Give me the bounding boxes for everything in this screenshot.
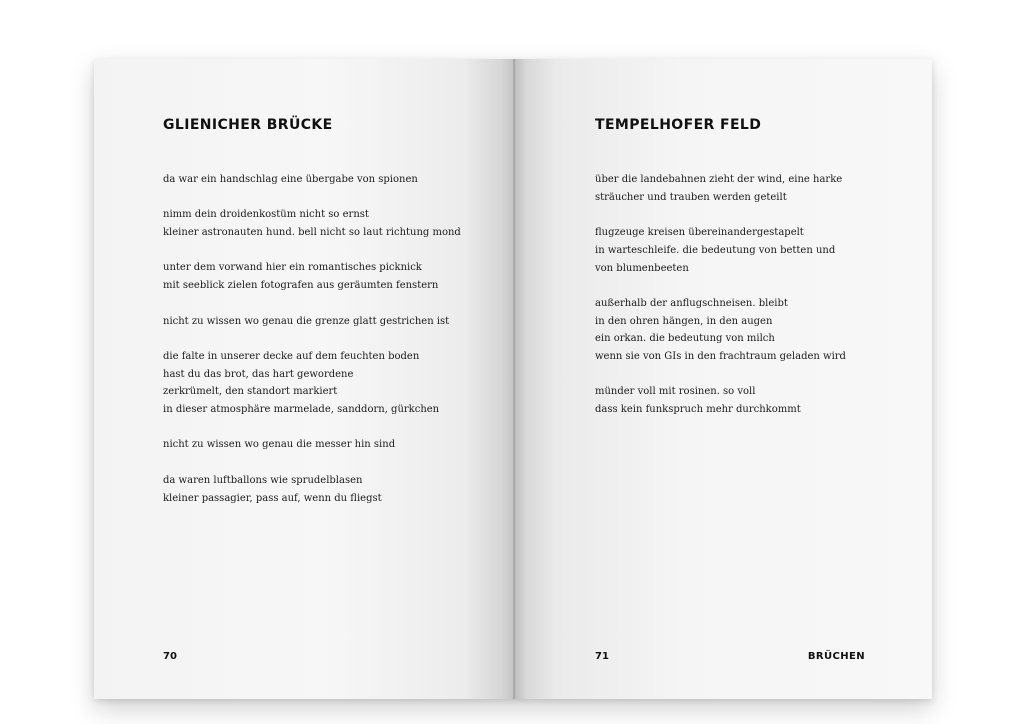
poem-line: unter dem vorwand hier ein romantisches picknick xyxy=(163,262,422,274)
right-page xyxy=(514,59,932,699)
poem-line: in warteschleife. die bedeutung von betten und xyxy=(595,244,836,256)
left-poem xyxy=(163,171,461,525)
poem-line: hast du das brot, das hart gewordene xyxy=(163,368,354,380)
poem-line: sträucher und trauben werden geteilt xyxy=(595,191,787,203)
poem-stanza xyxy=(595,383,846,418)
poem-stanza xyxy=(163,348,461,419)
poem-line: kleiner astronauten hund. bell nicht so laut richtung mond xyxy=(163,227,461,239)
poem-stanza xyxy=(163,206,461,241)
poem-stanza xyxy=(163,259,461,294)
poem-line: über die landebahnen zieht der wind, eine harke xyxy=(595,174,843,185)
poem-line: von blumenbeeten xyxy=(595,262,689,274)
poem-line: nicht zu wissen wo genau die messer hin sind xyxy=(163,439,396,451)
left-page xyxy=(94,59,514,699)
poem-line: dass kein funkspruch mehr durchkommt xyxy=(595,404,801,416)
left-page-number: 70 xyxy=(163,651,177,662)
poem-line: flugzeuge kreisen übereinandergestapelt xyxy=(595,227,804,239)
poem-line: zerkrümelt, den standort markiert xyxy=(163,386,338,398)
poem-line: kleiner passagier, pass auf, wenn du fliegst xyxy=(163,492,382,504)
poem-stanza xyxy=(595,224,846,277)
poem-line: nicht zu wissen wo genau die grenze glatt gestrichen ist xyxy=(163,315,450,327)
open-book xyxy=(94,59,932,699)
poem-stanza xyxy=(163,472,461,507)
book-spine xyxy=(513,59,515,699)
poem-line: wenn sie von GIs in den frachtraum geladen wird xyxy=(595,351,846,362)
poem-line: in den ohren hängen, in den augen xyxy=(595,315,773,327)
poem-line: ein orkan. die bedeutung von milch xyxy=(595,333,775,345)
poem-stanza xyxy=(163,171,461,189)
poem-line: nimm dein droidenkostüm nicht so ernst xyxy=(163,209,369,221)
poem-line: in dieser atmosphäre marmelade, sanddorn, gürkchen xyxy=(163,404,440,416)
right-page-number: 71 xyxy=(595,651,609,662)
right-page-title: TEMPELHOFER FELD xyxy=(595,117,762,133)
poem-stanza xyxy=(595,171,846,206)
poem-line: münder voll mit rosinen. so voll xyxy=(595,386,756,398)
poem-line: die falte in unserer decke auf dem feuchten boden xyxy=(163,350,420,362)
poem-line: mit seeblick zielen fotografen aus geräumten fenstern xyxy=(163,280,439,292)
running-head: BRÜCHEN xyxy=(807,651,865,662)
poem-stanza xyxy=(595,295,846,366)
right-poem xyxy=(595,171,846,436)
poem-stanza xyxy=(163,436,461,454)
left-page-title: GLIENICHER BRÜCKE xyxy=(163,117,333,133)
poem-line: außerhalb der anflugschneisen. bleibt xyxy=(595,297,788,309)
poem-line: da war ein handschlag eine übergabe von spionen xyxy=(163,174,418,185)
poem-stanza xyxy=(163,313,461,331)
poem-line: da waren luftballons wie sprudelblasen xyxy=(163,474,363,486)
